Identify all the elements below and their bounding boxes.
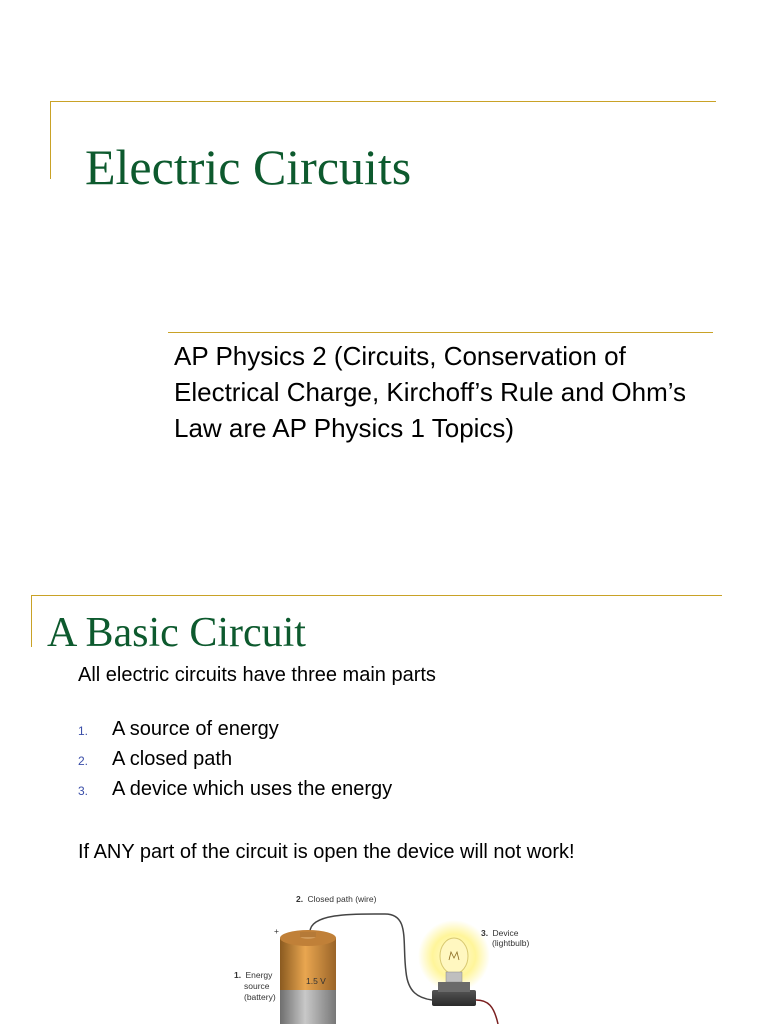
device-label: Device <box>492 928 519 938</box>
svg-text:1. Energy <box>234 970 273 980</box>
list-number: 3. <box>78 784 89 798</box>
battery-voltage: 1.5 V <box>306 976 326 986</box>
lightbulb-icon <box>418 920 490 1006</box>
content-slide <box>0 576 768 1024</box>
subtitle-rule <box>168 332 713 333</box>
source-sublabel-2: (battery) <box>244 992 276 1002</box>
wire-number: 2. <box>296 894 304 904</box>
circuit-diagram <box>210 894 560 1024</box>
list-number: 1. <box>78 724 89 738</box>
device-number: 3. <box>481 928 489 938</box>
top-rule <box>50 101 716 102</box>
intro-text: All electric circuits have three main parts <box>78 664 436 686</box>
left-rule <box>31 595 32 647</box>
plus-sign: + <box>274 926 279 936</box>
source-label: Energy <box>245 970 273 980</box>
left-rule <box>50 101 51 179</box>
list-text: A closed path <box>112 748 233 770</box>
slide-subtitle: AP Physics 2 (Circuits, Conservation of Electrical Charge, Kirchoff’s Rule and Ohm’s Law are AP Physics 1 Topics) <box>174 341 687 443</box>
top-rule <box>31 595 722 596</box>
source-number: 1. <box>234 970 242 980</box>
source-sublabel: source <box>244 981 270 991</box>
slide-title: Electric Circuits <box>85 139 412 195</box>
wire-label: Closed path (wire) <box>307 894 377 904</box>
svg-text:2. Closed path (wire) <box>296 894 377 904</box>
list-text: A source of energy <box>112 718 279 740</box>
slide-title: A Basic Circuit <box>47 610 306 656</box>
svg-text:3. Device <box>481 928 519 938</box>
device-sublabel: (lightbulb) <box>492 938 530 948</box>
list-number: 2. <box>78 754 89 768</box>
warning-text: If ANY part of the circuit is open the device will not work! <box>78 841 575 863</box>
list-text: A device which uses the energy <box>112 778 393 800</box>
wire <box>476 1000 498 1024</box>
